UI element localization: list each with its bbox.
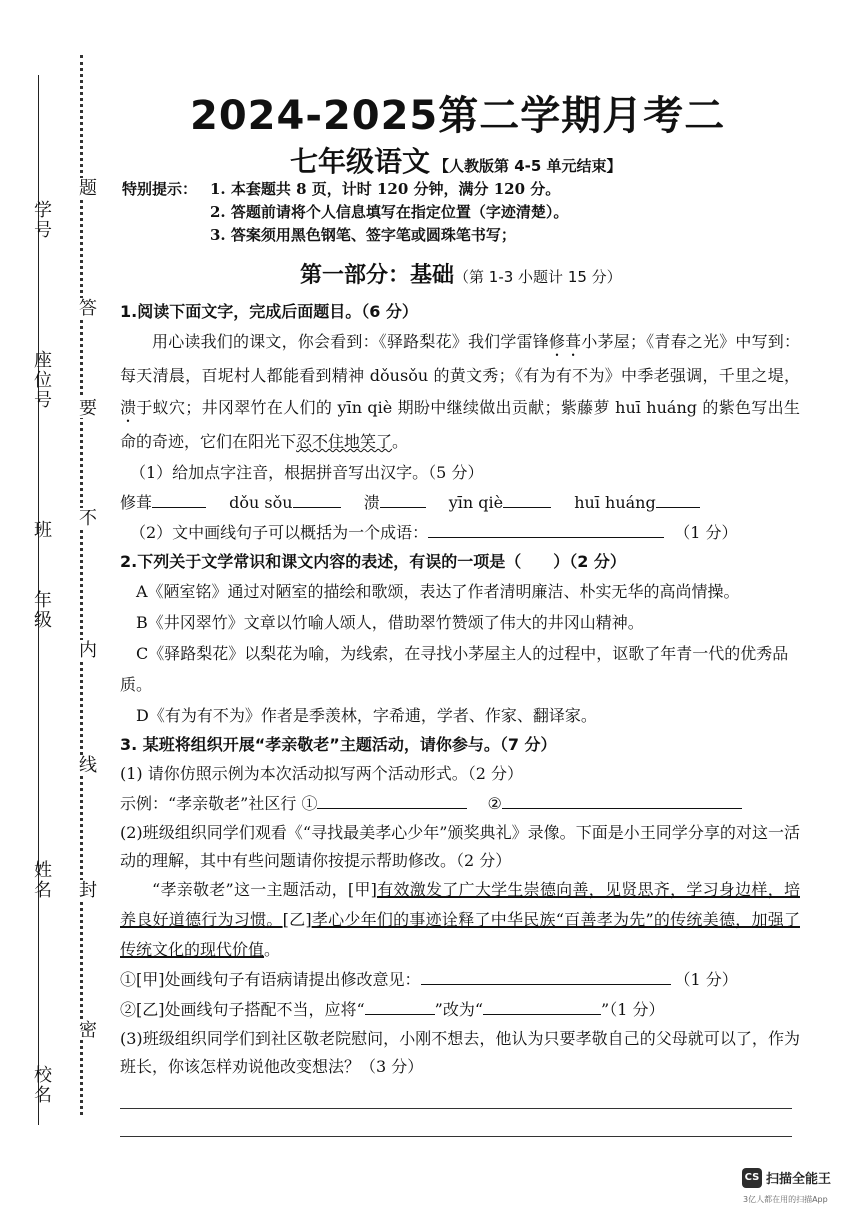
part-title: 第一部分：基础 <box>300 263 455 288</box>
scanner-app-tagline: 3亿人都在用的扫描App <box>743 1195 828 1204</box>
seal-char: 要 <box>73 398 99 418</box>
field-class: 班 <box>31 520 52 540</box>
question-2-stem: 2.下列关于文学常识和课文内容的表述，有误的一项是（ ）（2 分） <box>120 552 626 571</box>
tips-label: 特别提示： <box>122 180 198 198</box>
seal-char: 答 <box>73 298 99 318</box>
answer-blank[interactable] <box>152 493 206 508</box>
question-3-fix1: ①[甲]处画线句子有语病请提出修改意见： （1 分） <box>120 970 738 989</box>
field-seat-number: 座位号 <box>31 350 52 410</box>
answer-line[interactable] <box>120 1109 792 1137</box>
answer-line[interactable] <box>120 1081 792 1109</box>
question-1-sub2: （2）文中画线句子可以概括为一个成语： （1 分） <box>130 523 738 542</box>
question-1-fill-row: 修葺 dǒu sǒu 溃 yīn qiè huī huáng <box>120 488 800 518</box>
dotted-char: 溃 <box>120 398 137 417</box>
answer-blank[interactable] <box>380 493 426 508</box>
question-1-passage: 用心读我们的课文，你会看到：《驿路梨花》我们学雷锋修葺小茅屋；《青春之光》中写到：每天清晨，百坭村人都能看到精神 dǒusǒu 的黄文秀；《有为有不为》中季老强调，千里之堤，溃于蚁穴；井冈翠竹在人们的 yīn qiè 期盼中继续做出贡献；紫藤萝 huī huáng 的紫色写出生命的奇迹，它们在阳光下忍不住地笑了。 <box>120 332 800 451</box>
question-1-sub1: （1）给加点字注音，根据拼音写出汉字。（5 分） <box>130 463 484 482</box>
answer-blank[interactable] <box>365 1000 435 1015</box>
tip-item: 3. 答案须用黑色钢笔、签字笔或圆珠笔书写； <box>210 226 516 244</box>
special-tips <box>122 178 568 247</box>
option-d: D《有为有不为》作者是季羡林，字希逋，学者、作家、翻译家。 <box>136 706 597 725</box>
exam-subtitle <box>290 140 622 180</box>
answer-blank[interactable] <box>483 1000 601 1015</box>
tip-item: 1. 本套题共 8 页，计时 120 分钟，满分 120 分。 <box>210 180 561 198</box>
seal-char: 密 <box>73 1020 99 1040</box>
edition-label: 【人教版第 4-5 单元结束】 <box>434 157 622 175</box>
answer-blank[interactable] <box>656 493 700 508</box>
part-heading <box>300 258 622 289</box>
part-note: （第 1-3 小题计 15 分） <box>454 268 622 286</box>
seal-char: 内 <box>73 640 99 660</box>
underlined-sentence: 忍不住地笑了 <box>296 432 393 451</box>
exam-content <box>120 298 800 1137</box>
underlined-sentence-yi: 孝心少年们的事迹诠释了中华民族“百善孝为先”的传统美德，加强了传统文化的现代价值 <box>120 910 800 959</box>
subject-label: 七年级语文 <box>290 145 431 178</box>
answer-blank[interactable] <box>502 794 742 809</box>
question-3-stem: 3. 某班将组织开展“孝亲敬老”主题活动，请你参与。（7 分） <box>120 735 557 754</box>
field-name: 姓名 <box>31 860 52 900</box>
seal-char: 封 <box>73 880 99 900</box>
seal-char: 线 <box>73 755 99 775</box>
field-student-id: 学号 <box>31 200 52 240</box>
answer-blank[interactable] <box>293 493 341 508</box>
underlined-sentence-jia: 有效激发了广大学生崇德向善，见贤思齐，学习身边样，培养良好道德行为习惯。 <box>120 880 800 929</box>
seal-char: 题 <box>73 178 99 198</box>
margin-seal-dotted-line <box>80 55 83 1115</box>
question-3-fix2: ②[乙]处画线句子搭配不当，应将“ ”改为“ ”（1 分） <box>120 1000 665 1019</box>
scanner-logo-icon: CS <box>742 1168 762 1188</box>
answer-blank[interactable] <box>421 970 671 985</box>
dotted-char: 修葺 <box>548 332 582 351</box>
question-3-passage: “孝亲敬老”这一主题活动，[甲]有效激发了广大学生崇德向善，见贤思齐，学习身边样，培养良好道德行为习惯。[乙]孝心少年们的事迹诠释了中华民族“百善孝为先”的传统美德，加强了传统文化的现代价值。 <box>120 880 800 959</box>
question-3-sub1: (1) 请你仿照示例为本次活动拟写两个活动形式。（2 分） <box>120 764 524 783</box>
scanner-app-name: 扫描全能王 <box>766 1172 832 1187</box>
tip-item: 2. 答题前请将个人信息填写在指定位置（字迹清楚）。 <box>210 203 569 221</box>
exam-title: 2024-2025第二学期月考二 <box>190 93 726 139</box>
answer-blank[interactable] <box>317 794 467 809</box>
question-3-sub3: (3)班级组织同学们到社区敬老院慰问，小刚不想去，他认为只要孝敬自己的父母就可以了，作为班长，你该怎样劝说他改变想法？（3 分） <box>120 1029 800 1076</box>
field-grade: 年级 <box>31 590 52 630</box>
option-c: C《驿路梨花》以梨花为喻，为线索，在寻找小茅屋主人的过程中，讴歌了年青一代的优秀品质。 <box>120 644 789 694</box>
seal-char: 不 <box>73 508 99 528</box>
option-b: B《井冈翠竹》文章以竹喻人颂人，借助翠竹赞颂了伟大的井冈山精神。 <box>136 613 644 632</box>
option-a: A《陋室铭》通过对陋室的描绘和歌颂，表达了作者清明廉洁、朴实无华的高尚情操。 <box>136 582 740 601</box>
question-1-stem: 1.阅读下面文字，完成后面题目。（6 分） <box>120 302 418 321</box>
question-3-sub2: (2)班级组织同学们观看《“寻找最美孝心少年”颁奖典礼》录像。下面是小王同学分享的对这一活动的理解，其中有些问题请你按提示帮助修改。（2 分） <box>120 823 800 870</box>
field-school-name: 校名 <box>31 1065 52 1105</box>
answer-blank[interactable] <box>503 493 551 508</box>
answer-blank[interactable] <box>428 523 664 538</box>
question-3-example: 示例：“孝亲敬老”社区行 ① ② <box>120 789 800 819</box>
